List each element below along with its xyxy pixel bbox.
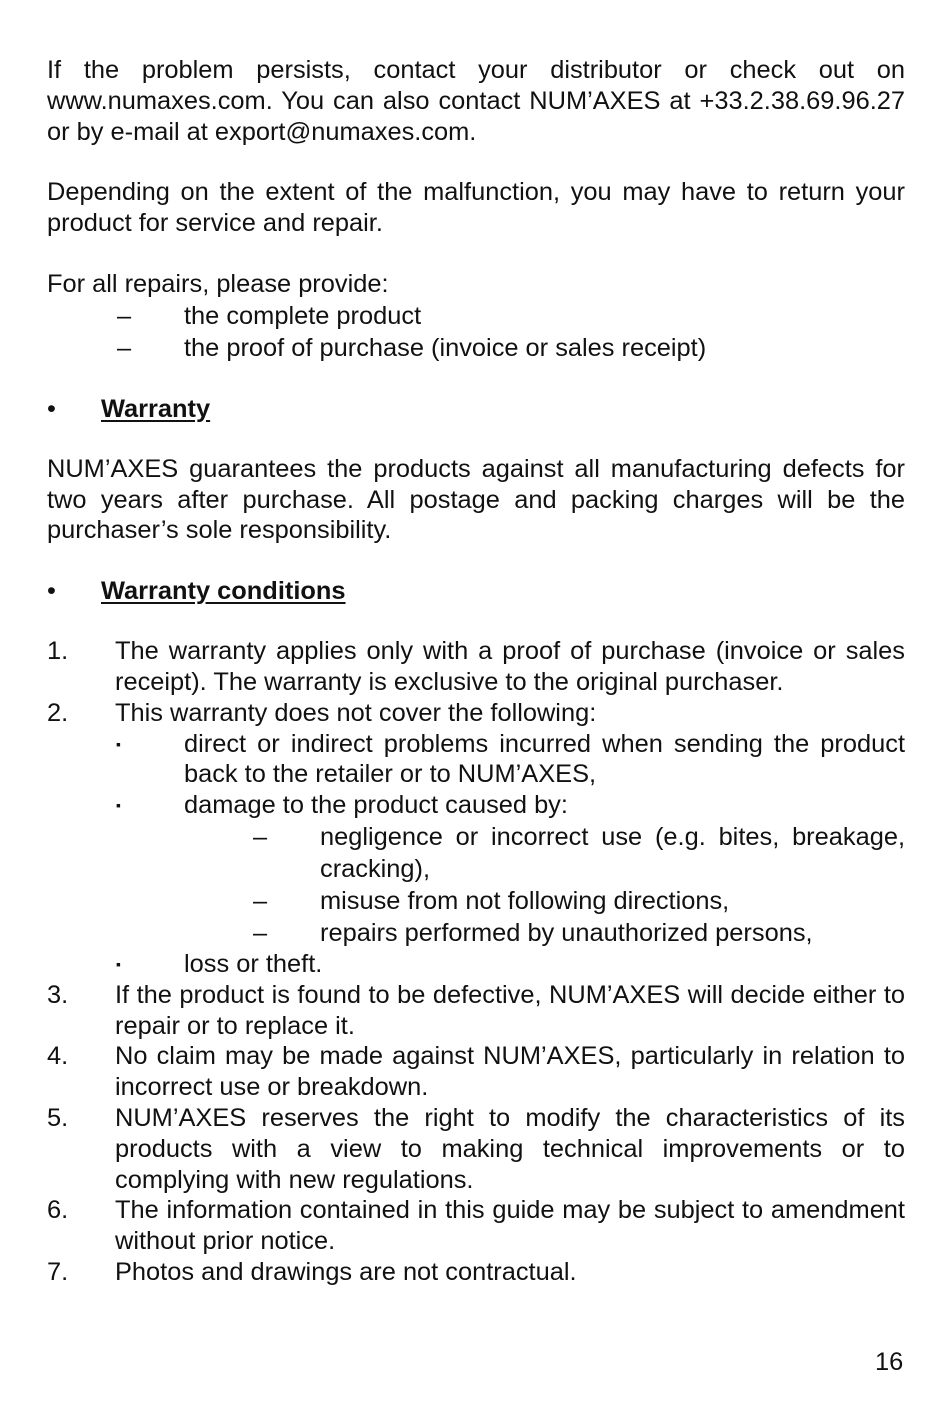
item-number: 2. (47, 698, 69, 727)
intro-contact-paragraph: If the problem persists, contact your distributor or check out on www.numaxes.com. You can also contact NUM’AXES at +33.2.38.69.96.27 or by e-mail at export@numaxes.com. (47, 56, 905, 146)
damage-cause-text: negligence or incorrect use (e.g. bites, breakage, cracking), (320, 822, 905, 883)
damage-cause-misuse (47, 885, 905, 917)
intro-provide-paragraph: For all repairs, please provide: (47, 269, 389, 298)
warranty-paragraph: NUM’AXES guarantees the products against all manufacturing defects for two years after purchase. All postage and packing charges will be the purchaser’s sole responsibility. (47, 454, 905, 545)
exclusion-item-loss (47, 949, 905, 980)
condition-text: No claim may be made against NUM’AXES, particularly in relation to incorrect use or breakdown. (115, 1042, 905, 1102)
square-bullet-marker: ▪ (116, 955, 121, 972)
intro-return-paragraph: Depending on the extent of the malfunction, you may have to return your product for service and repair. (47, 178, 905, 238)
dash-marker: – (253, 918, 268, 947)
damage-cause-text: misuse from not following directions, (320, 886, 730, 915)
exclusion-text: damage to the product caused by: (184, 791, 568, 820)
item-number: 5. (47, 1103, 69, 1132)
item-number: 6. (47, 1196, 69, 1225)
warranty-conditions-heading-text: Warranty conditions (101, 577, 346, 606)
square-bullet-marker: ▪ (116, 735, 121, 752)
exclusion-text: direct or indirect problems incurred when sending the product back to the retailer or to NUM’AXES, (184, 729, 905, 789)
provide-item-complete-product: the complete product (184, 301, 422, 330)
page-number: 16 (875, 1348, 904, 1376)
exclusion-item-shipping (47, 729, 905, 791)
page-content (47, 55, 905, 1288)
condition-text: If the product is found to be defective, NUM’AXES will decide either to repair or to replace it. (115, 980, 905, 1040)
dash-marker: – (253, 886, 268, 915)
condition-item-2 (47, 698, 905, 729)
condition-text: The warranty applies only with a proof of purchase (invoice or sales receipt). The warranty is exclusive to the original purchaser. (115, 637, 905, 696)
damage-cause-repairs (47, 917, 905, 949)
dash-marker: – (117, 333, 132, 362)
bullet-marker: • (47, 577, 56, 606)
item-number: 7. (47, 1257, 69, 1286)
dash-marker: – (117, 301, 132, 330)
condition-item-5 (47, 1103, 905, 1195)
square-bullet-marker: ▪ (116, 797, 121, 814)
exclusion-item-damage (47, 790, 905, 821)
damage-cause-text: repairs performed by unauthorized persons, (320, 918, 813, 947)
condition-item-1 (47, 636, 905, 698)
item-number: 1. (47, 637, 69, 666)
dash-marker: – (253, 822, 268, 851)
item-number: 4. (47, 1042, 69, 1071)
condition-item-7 (47, 1257, 905, 1288)
condition-text: This warranty does not cover the following: (115, 698, 597, 727)
condition-text: Photos and drawings are not contractual. (115, 1257, 577, 1286)
warranty-conditions-heading (47, 576, 905, 606)
bullet-marker: • (47, 394, 56, 423)
condition-item-6 (47, 1195, 905, 1257)
warranty-heading-text: Warranty (101, 394, 211, 423)
list-item (47, 332, 905, 364)
item-number: 3. (47, 980, 69, 1009)
list-item (47, 300, 905, 332)
provide-item-proof-of-purchase: the proof of purchase (invoice or sales receipt) (184, 333, 707, 362)
condition-text: NUM’AXES reserves the right to modify the characteristics of its products with a view to making technical improvements or to complying with new regulations. (115, 1103, 905, 1194)
exclusion-text: loss or theft. (184, 949, 323, 978)
warranty-heading (47, 394, 905, 424)
damage-cause-negligence (47, 821, 905, 885)
condition-text: The information contained in this guide may be subject to amendment without prior notice. (115, 1196, 905, 1256)
condition-item-4 (47, 1041, 905, 1103)
condition-item-3 (47, 980, 905, 1042)
